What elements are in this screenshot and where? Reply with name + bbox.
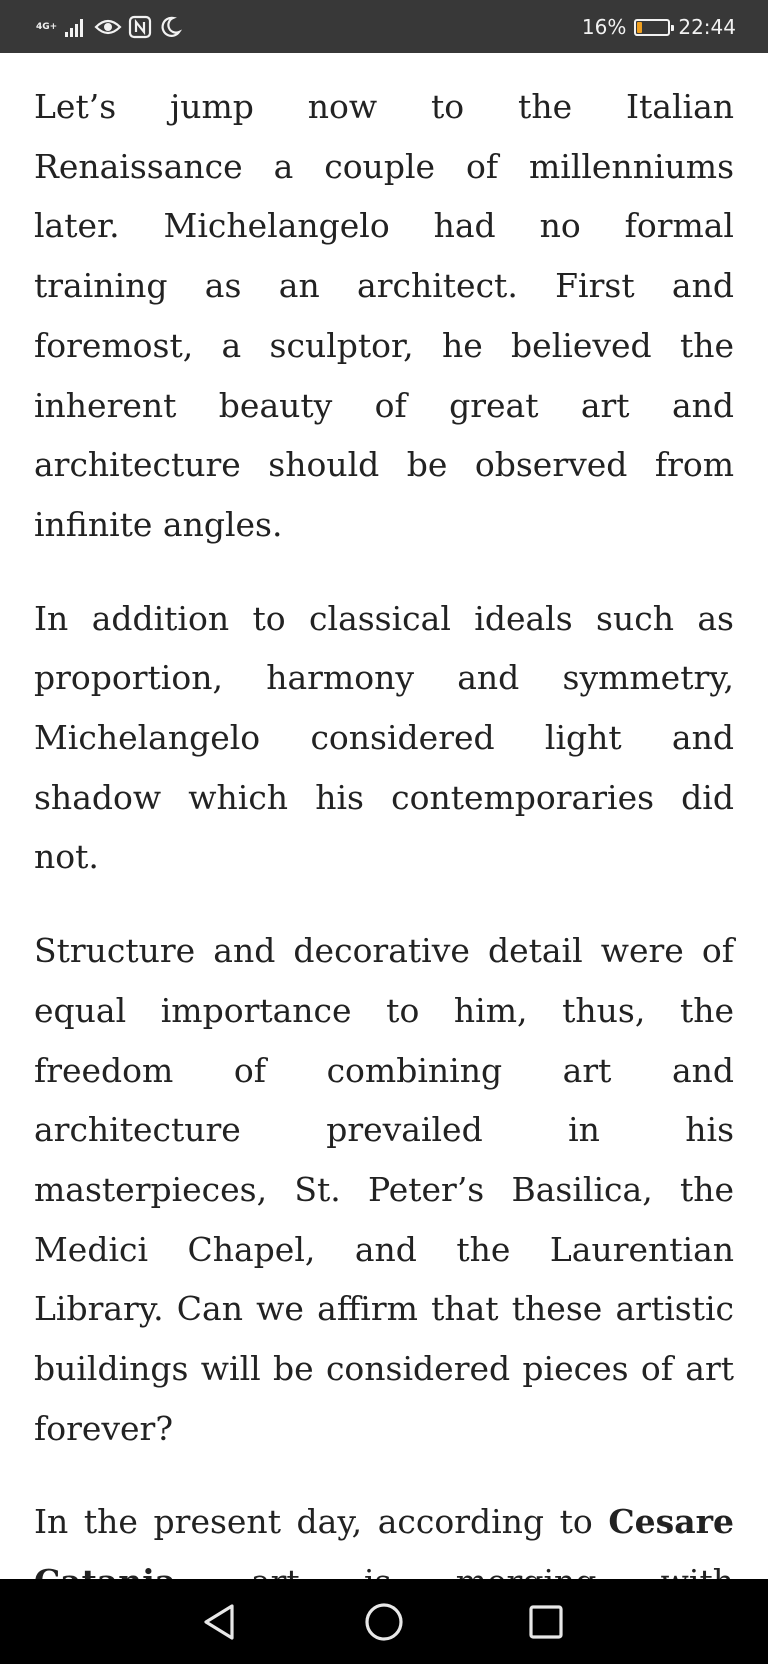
recents-button[interactable]: [521, 1597, 571, 1647]
battery-icon: [634, 19, 670, 36]
paragraph-text: In the present day, according to: [34, 1502, 609, 1542]
back-icon: [202, 1603, 236, 1641]
nfc-icon: [129, 16, 151, 38]
paragraph: Let’s jump now to the Italian Renaissance a couple of millenniums later. Michelangelo had no formal training as an architect. First and foremost, a sculptor, he believed the inherent beauty of great art and architecture should be observed from infinite angles.: [34, 87, 734, 544]
eye-icon: [95, 17, 121, 37]
paragraph: In addition to classical ideals such as proportion, harmony and symmetry, Michelangelo considered light and shadow which his contemporaries did not.: [34, 598, 734, 877]
recents-icon: [529, 1605, 563, 1639]
navigation-bar: [0, 1579, 768, 1664]
home-button[interactable]: [359, 1597, 409, 1647]
back-button[interactable]: [194, 1597, 244, 1647]
article-content: [34, 53, 734, 1579]
clock: 22:44: [678, 15, 736, 39]
home-icon: [364, 1602, 404, 1642]
network-type: 4G+: [36, 21, 58, 32]
battery-fill: [637, 22, 642, 33]
author-name: Cesare: [608, 1502, 734, 1542]
status-icons-right: [582, 12, 736, 42]
signal-icon: [65, 17, 87, 37]
status-bar: [0, 0, 768, 53]
status-icons-left: [36, 12, 181, 42]
paragraph: Structure and decorative detail were of equal importance to him, thus, the freedom of combining art and architecture prevailed in his masterpieces, St. Peter’s Basilica, the Medici Chapel, and the Laurentian Library. Can we affirm that these artistic buildings will be considered pieces of art forever?: [34, 931, 734, 1448]
moon-icon: [159, 16, 181, 38]
battery-percent: 16%: [581, 15, 627, 39]
